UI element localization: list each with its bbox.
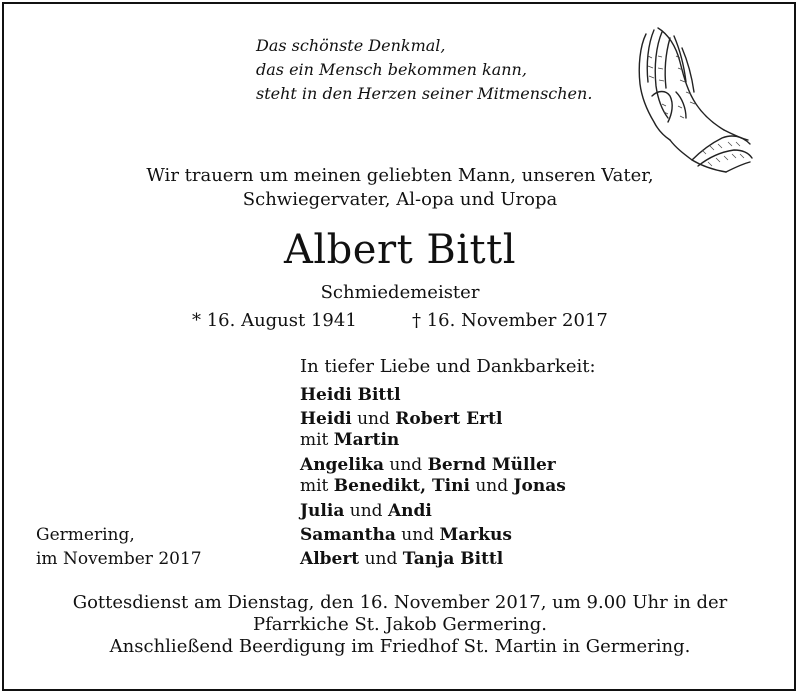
- conjunction: mit: [300, 476, 329, 496]
- mourner-line: [300, 454, 556, 476]
- mourner-line: [300, 500, 432, 522]
- mourner-name: Andi: [387, 501, 432, 521]
- mourner-line: [300, 408, 502, 430]
- mourner-name: Tanja Bittl: [402, 549, 504, 569]
- mourner-name: Julia: [300, 501, 345, 521]
- mourner-name: Angelika: [300, 455, 384, 475]
- mourner-name: Albert: [300, 549, 360, 569]
- mourner-name: Martin: [333, 430, 400, 450]
- poem-line-3: steht in den Herzen seiner Mitmenschen.: [256, 84, 593, 103]
- mourner-line: [300, 475, 566, 497]
- mourner-name: Robert Ertl: [395, 409, 503, 429]
- conjunction: mit: [300, 430, 329, 450]
- mourner-name: Samantha: [300, 525, 396, 545]
- service-info: [0, 592, 800, 658]
- poem-line-1: Das schönste Denkmal,: [256, 36, 446, 55]
- conjunction: und: [349, 501, 383, 521]
- place-date: im November 2017: [36, 549, 202, 569]
- mourner-line: [300, 548, 503, 570]
- deceased-name: Albert Bittl: [284, 227, 516, 273]
- mourner-line: [300, 384, 401, 406]
- service-line-1: Gottesdienst am Dienstag, den 16. November 2017, um 9.00 Uhr in der: [72, 592, 728, 613]
- mourner-name: Jonas: [513, 476, 566, 496]
- conjunction: und: [389, 455, 423, 475]
- poem: [256, 34, 626, 106]
- mourners-heading: In tiefer Liebe und Dankbarkeit:: [300, 356, 596, 377]
- mourner-line: [300, 524, 512, 546]
- mourner-name: Bernd Müller: [427, 455, 556, 475]
- service-line-3: Anschließend Beerdigung im Friedhof St. Martin in Germering.: [109, 636, 691, 657]
- mourner-name: Heidi Bittl: [300, 385, 401, 405]
- conjunction: und: [364, 549, 398, 569]
- mourner-name: Benedikt, Tini: [333, 476, 470, 496]
- place-city: Germering,: [36, 525, 135, 545]
- praying-hands-icon: [618, 26, 758, 176]
- intro-line-1: Wir trauern um meinen geliebten Mann, unseren Vater,: [146, 165, 654, 186]
- intro-line-2: Schwiegervater, Al-opa und Uropa: [242, 189, 558, 210]
- mourner-name: Markus: [439, 525, 512, 545]
- conjunction: und: [401, 525, 435, 545]
- conjunction: und: [475, 476, 509, 496]
- mourner-line: [300, 429, 399, 451]
- deceased-profession: Schmiedemeister: [320, 282, 480, 303]
- birth-date: * 16. August 1941: [192, 310, 357, 331]
- intro-text: [0, 164, 800, 212]
- mourner-name: Heidi: [300, 409, 352, 429]
- service-line-2: Pfarrkiche St. Jakob Germering.: [253, 614, 547, 635]
- death-date: † 16. November 2017: [412, 310, 608, 331]
- poem-line-2: das ein Mensch bekommen kann,: [256, 60, 527, 79]
- conjunction: und: [357, 409, 390, 429]
